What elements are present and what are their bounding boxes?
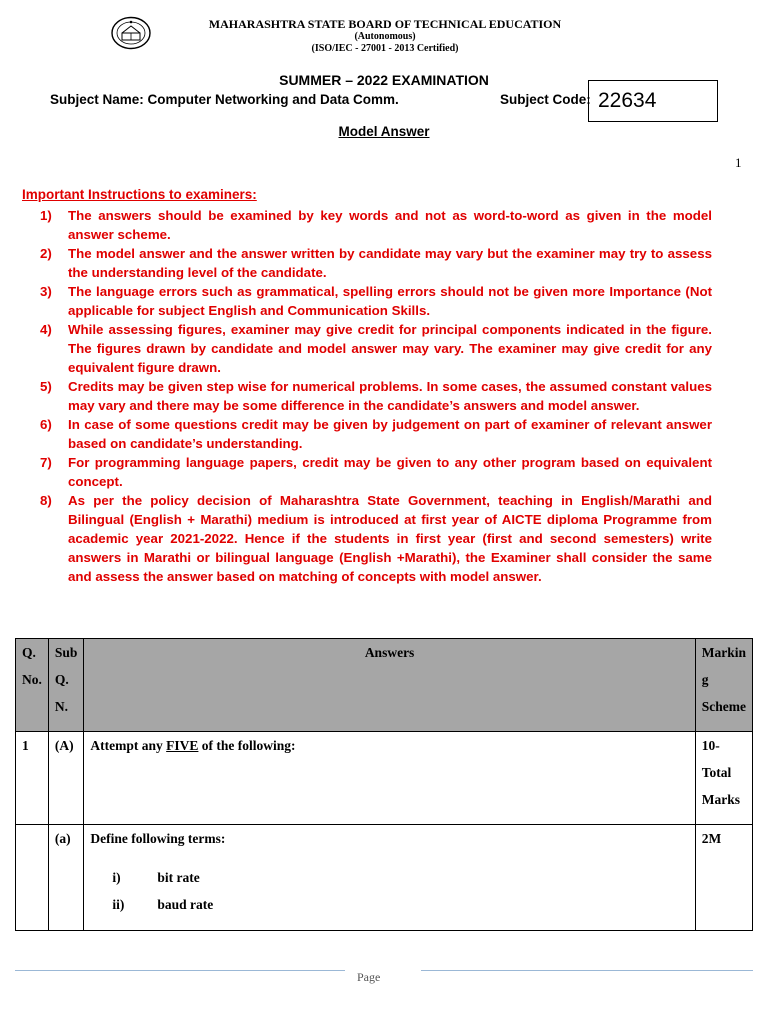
header-marking — [695, 639, 752, 732]
instruction-number: 5) — [40, 379, 52, 394]
table-header-row — [16, 639, 753, 732]
header-q-no-line: Q. — [22, 645, 36, 660]
instruction-text: The answers should be examined by key words and not as word-to-word as given in the model answer scheme. — [68, 208, 712, 242]
instruction-number: 3) — [40, 284, 52, 299]
instruction-text: In case of some questions credit may be given by judgement on part of examiner of relevant answer based on candidate’s understanding. — [68, 417, 712, 451]
footer-rule-left — [15, 970, 345, 971]
answer-text: of the following: — [198, 738, 296, 753]
cell-answer — [84, 732, 695, 825]
instructions-list — [40, 206, 712, 586]
cell-q-no: 1 — [16, 732, 49, 825]
autonomous-label: (Autonomous) — [354, 31, 416, 42]
marks-line: 10- — [701, 738, 720, 753]
instruction-number: 2) — [40, 246, 52, 261]
instruction-number: 8) — [40, 493, 52, 508]
header-q-no — [16, 639, 49, 732]
term-roman: i) — [112, 870, 121, 885]
subject-code-label: Subject Code: — [500, 92, 591, 107]
answer-text: Define following terms: — [90, 831, 226, 846]
table-row — [16, 732, 753, 825]
instruction-text: As per the policy decision of Maharashtra State Government, teaching in English/Marathi and Bilingual (English + Marathi) medium is introduced at first year of AICTE diploma Programme from academic year 2021-2022. Hence if the students in first year (first and second semesters) write answers in Marathi or bilingual language (English +Marathi), the Examiner shall consider the same and assess the answer based on matching of concepts with model answer. — [68, 493, 712, 584]
instruction-text: For programming language papers, credit may be given to any other program based on equivalent concept. — [68, 455, 712, 489]
instruction-number: 4) — [40, 322, 52, 337]
instruction-number: 6) — [40, 417, 52, 432]
cell-answer — [84, 825, 695, 931]
term-item — [90, 891, 688, 918]
header-sub-q — [48, 639, 84, 732]
cell-q-no — [16, 825, 49, 931]
header-q-no-line: No. — [22, 672, 42, 687]
instruction-item — [40, 206, 712, 244]
instruction-number: 7) — [40, 455, 52, 470]
cell-marks: 2M — [695, 825, 752, 931]
answer-table — [15, 638, 753, 931]
instruction-item — [40, 491, 712, 586]
cell-sub-q: (a) — [48, 825, 84, 931]
subject-code-box: 22634 — [588, 80, 718, 122]
term-text: bit rate — [157, 870, 200, 885]
cell-marks — [695, 732, 752, 825]
answer-emphasis: FIVE — [166, 738, 199, 753]
header-sub-q-line: Sub — [54, 645, 78, 660]
header-sub-q-line: N. — [54, 699, 68, 714]
instruction-item — [40, 377, 712, 415]
instruction-text: While assessing figures, examiner may give credit for principal components indicated in the figure. The figures drawn by candidate and model answer may vary. The examiner may give credit for any equivalent figure drawn. — [68, 322, 712, 375]
answer-text: Attempt any — [90, 738, 167, 753]
instruction-item — [40, 244, 712, 282]
footer-page-label: Page — [357, 970, 381, 984]
instruction-text: Credits may be given step wise for numerical problems. In some cases, the assumed constant values may vary and there may be some difference in the candidate’s answers and model answer. — [68, 379, 712, 413]
instruction-item — [40, 453, 712, 491]
exam-title: SUMMER – 2022 EXAMINATION — [279, 72, 489, 88]
page-number: 1 — [735, 155, 742, 170]
marks-line: Marks — [701, 792, 740, 807]
footer-rule-right — [421, 970, 753, 971]
instructions-heading: Important Instructions to examiners: — [22, 187, 257, 202]
msbte-seal-icon — [110, 16, 152, 50]
instruction-number: 1) — [40, 208, 52, 223]
certification-label: (ISO/IEC - 27001 - 2013 Certified) — [311, 43, 459, 54]
instruction-text: The model answer and the answer written by candidate may vary but the examiner may try to assess the understanding level of the candidate. — [68, 246, 712, 280]
model-answer-title: Model Answer — [338, 124, 430, 139]
header-marking-line: g — [701, 672, 709, 687]
term-roman: ii) — [112, 897, 125, 912]
board-name: MAHARASHTRA STATE BOARD OF TECHNICAL EDUCATION — [208, 17, 562, 31]
header-answers: Answers — [84, 639, 695, 732]
instruction-item — [40, 282, 712, 320]
marks-line: Total — [701, 765, 732, 780]
header-marking-line: Markin — [701, 645, 746, 660]
term-text: baud rate — [157, 897, 214, 912]
terms-list — [90, 864, 688, 918]
header-marking-line: Scheme — [701, 699, 746, 714]
instruction-item — [40, 320, 712, 377]
instruction-text: The language errors such as grammatical, spelling errors should not be given more Importance (Not applicable for subject English and Communication Skills. — [68, 284, 712, 318]
header-sub-q-line: Q. — [54, 672, 69, 687]
table-row — [16, 825, 753, 931]
subject-name: Subject Name: Computer Networking and Data Comm. — [50, 92, 399, 107]
instruction-item — [40, 415, 712, 453]
cell-sub-q: (A) — [48, 732, 84, 825]
term-item — [90, 864, 688, 891]
